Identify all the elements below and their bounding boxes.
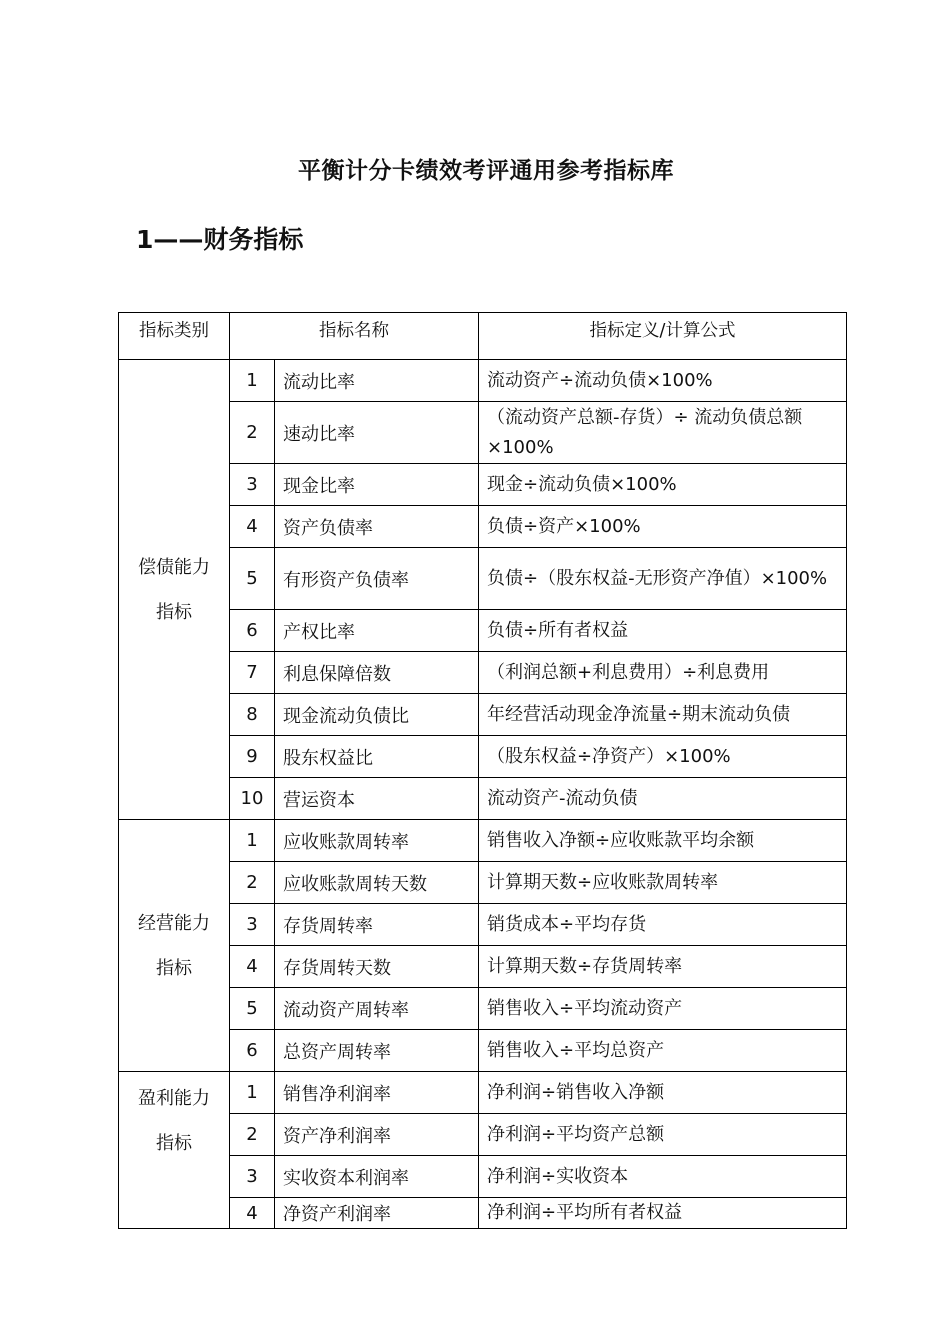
indicator-formula: 负债÷（股东权益-无形资产净值）×100% xyxy=(479,548,847,610)
row-number: 3 xyxy=(230,904,275,946)
row-number: 9 xyxy=(230,736,275,778)
row-number: 5 xyxy=(230,548,275,610)
indicator-name: 营运资本 xyxy=(275,778,479,820)
header-category: 指标类别 xyxy=(119,313,230,360)
indicator-formula: 销售收入净额÷应收账款平均余额 xyxy=(479,820,847,862)
category-label: 偿债能力 xyxy=(138,556,210,578)
indicator-formula: 流动资产÷流动负债×100% xyxy=(479,360,847,402)
indicator-table xyxy=(118,312,847,1229)
header-name: 指标名称 xyxy=(230,313,479,360)
row-number: 1 xyxy=(230,360,275,402)
indicator-formula: 净利润÷平均资产总额 xyxy=(479,1114,847,1156)
indicator-name: 总资产周转率 xyxy=(275,1030,479,1072)
category-label: 指标 xyxy=(156,601,192,623)
category-cell-solvency xyxy=(119,360,230,820)
indicator-formula: 年经营活动现金净流量÷期末流动负债 xyxy=(479,694,847,736)
row-number: 7 xyxy=(230,652,275,694)
row-number: 1 xyxy=(230,1072,275,1114)
indicator-name: 有形资产负债率 xyxy=(275,548,479,610)
indicator-formula: 销售收入÷平均流动资产 xyxy=(479,988,847,1030)
indicator-formula: 净利润÷平均所有者权益 xyxy=(479,1198,847,1229)
indicator-formula: 净利润÷实收资本 xyxy=(479,1156,847,1198)
table-header-row xyxy=(119,313,847,360)
row-number: 6 xyxy=(230,610,275,652)
indicator-name: 销售净利润率 xyxy=(275,1072,479,1114)
indicator-formula: 净利润÷销售收入净额 xyxy=(479,1072,847,1114)
indicator-formula: 负债÷资产×100% xyxy=(479,506,847,548)
category-label: 盈利能力 xyxy=(138,1088,210,1109)
row-number: 3 xyxy=(230,464,275,506)
indicator-name: 流动资产周转率 xyxy=(275,988,479,1030)
category-cell-profitability xyxy=(119,1072,230,1229)
indicator-name: 存货周转天数 xyxy=(275,946,479,988)
category-label: 指标 xyxy=(156,1133,192,1154)
indicator-formula: 计算期天数÷应收账款周转率 xyxy=(479,862,847,904)
row-number: 5 xyxy=(230,988,275,1030)
indicator-formula: （流动资产总额-存货）÷ 流动负债总额×100% xyxy=(479,402,847,464)
indicator-name: 现金流动负债比 xyxy=(275,694,479,736)
indicator-name: 应收账款周转天数 xyxy=(275,862,479,904)
row-number: 2 xyxy=(230,862,275,904)
row-number: 2 xyxy=(230,402,275,464)
table-row xyxy=(119,360,847,402)
indicator-name: 净资产利润率 xyxy=(275,1198,479,1229)
indicator-formula: 销货成本÷平均存货 xyxy=(479,904,847,946)
indicator-formula: （利润总额+利息费用）÷利息费用 xyxy=(479,652,847,694)
indicator-name: 速动比率 xyxy=(275,402,479,464)
document-title: 平衡计分卡绩效考评通用参考指标库 xyxy=(298,158,674,184)
section-heading: 1——财务指标 xyxy=(136,225,304,254)
indicator-name: 资产负债率 xyxy=(275,506,479,548)
row-number: 4 xyxy=(230,946,275,988)
row-number: 6 xyxy=(230,1030,275,1072)
row-number: 2 xyxy=(230,1114,275,1156)
indicator-formula: 负债÷所有者权益 xyxy=(479,610,847,652)
indicator-name: 股东权益比 xyxy=(275,736,479,778)
category-label: 指标 xyxy=(156,957,192,979)
indicator-name: 利息保障倍数 xyxy=(275,652,479,694)
row-number: 4 xyxy=(230,506,275,548)
indicator-formula: （股东权益÷净资产）×100% xyxy=(479,736,847,778)
header-formula: 指标定义/计算公式 xyxy=(479,313,847,360)
row-number: 4 xyxy=(230,1198,275,1229)
category-label: 经营能力 xyxy=(138,912,210,934)
indicator-formula: 流动资产-流动负债 xyxy=(479,778,847,820)
row-number: 10 xyxy=(230,778,275,820)
indicator-name: 资产净利润率 xyxy=(275,1114,479,1156)
indicator-name: 应收账款周转率 xyxy=(275,820,479,862)
category-cell-operating xyxy=(119,820,230,1072)
indicator-name: 流动比率 xyxy=(275,360,479,402)
indicator-formula: 销售收入÷平均总资产 xyxy=(479,1030,847,1072)
indicator-name: 存货周转率 xyxy=(275,904,479,946)
indicator-formula: 现金÷流动负债×100% xyxy=(479,464,847,506)
indicator-name: 现金比率 xyxy=(275,464,479,506)
row-number: 3 xyxy=(230,1156,275,1198)
table-row xyxy=(119,820,847,862)
indicator-name: 产权比率 xyxy=(275,610,479,652)
table-row xyxy=(119,1072,847,1114)
row-number: 8 xyxy=(230,694,275,736)
indicator-formula: 计算期天数÷存货周转率 xyxy=(479,946,847,988)
indicator-name: 实收资本利润率 xyxy=(275,1156,479,1198)
row-number: 1 xyxy=(230,820,275,862)
